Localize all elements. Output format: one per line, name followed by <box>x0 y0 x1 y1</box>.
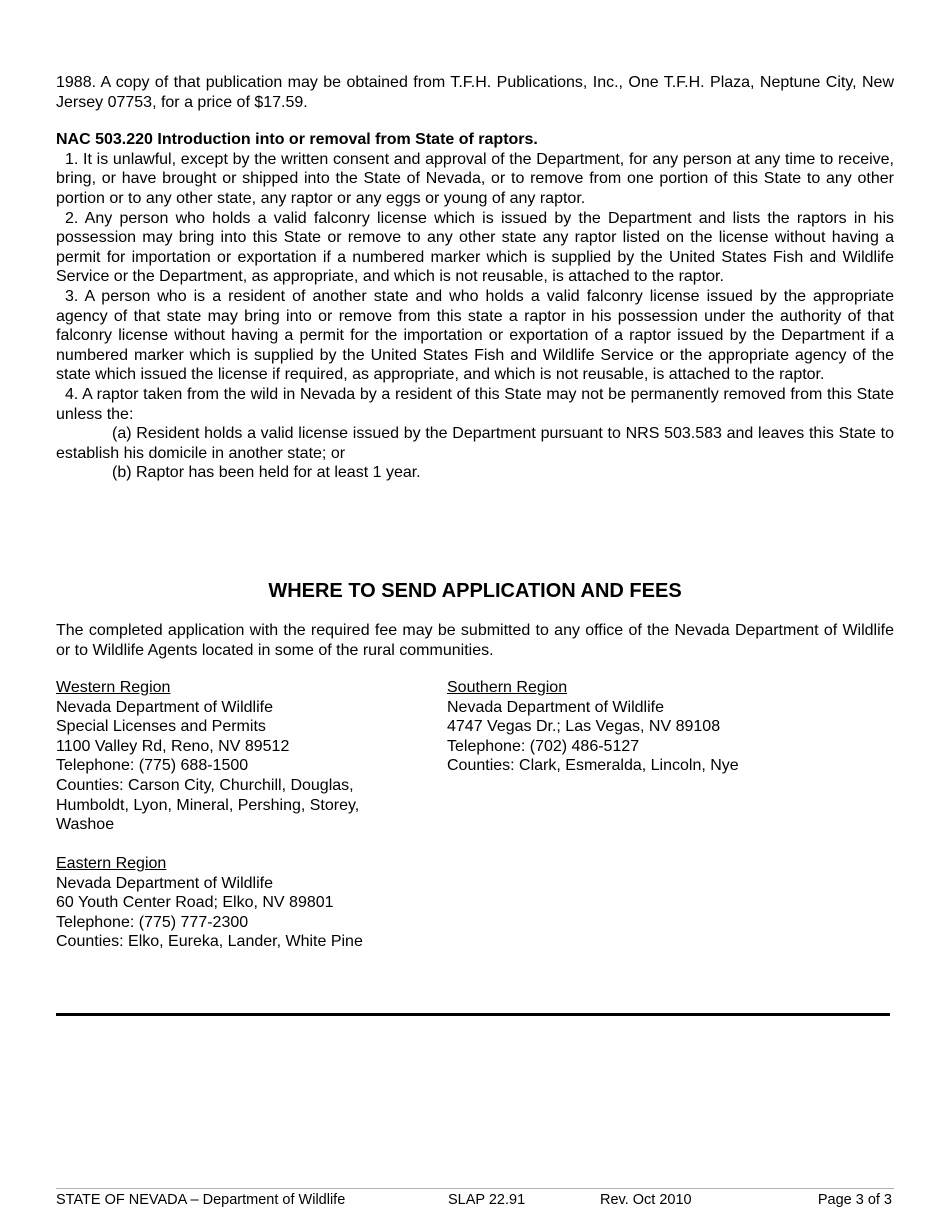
eastern-region-line: 60 Youth Center Road; Elko, NV 89801 <box>56 894 334 912</box>
eastern-region-phone: Telephone: (775) 777-2300 <box>56 913 249 931</box>
footer-form-number: SLAP 22.91 <box>448 1192 526 1208</box>
western-region-counties: Counties: Carson City, Churchill, Douglas, Humboldt, Lyon, Mineral, Pershing, Storey, Washoe <box>56 776 360 834</box>
southern-region-counties: Counties: Clark, Esmeralda, Lincoln, Nye <box>447 757 739 775</box>
footer-revision: Rev. Oct 2010 <box>600 1192 692 1208</box>
eastern-region-block <box>56 854 416 952</box>
eastern-region-name: Eastern Region <box>56 855 167 872</box>
eastern-region-counties: Counties: Elko, Eureka, Lander, White Pine <box>56 933 363 951</box>
western-region-line: 1100 Valley Rd, Reno, NV 89512 <box>56 737 290 755</box>
southern-region-line: Nevada Department of Wildlife <box>447 698 664 716</box>
send-heading: WHERE TO SEND APPLICATION AND FEES <box>268 580 682 602</box>
regulation-text <box>56 73 894 483</box>
send-instructions: The completed application with the required fee may be submitted to any office of the Nevada Department of Wildlife or to Wildlife Agents located in some of the rural communities. <box>56 622 894 659</box>
nac-item-3: 3. A person who is a resident of another state and who holds a valid falconry license issued by the appropriate agency of that state may bring into or remove from this state a raptor in his possession under the authority of that falconry license without having a permit for the importation or exportation of a raptor issued by the Department if a numbered marker which is supplied by the United States Fish and Wildlife Service or the appropriate agency of the state which issued the license if required, as appropriate, and which is not reusable, is attached to the raptor. <box>56 287 894 384</box>
western-region-line: Special Licenses and Permits <box>56 718 266 736</box>
western-region-line: Nevada Department of Wildlife <box>56 698 273 716</box>
nac-item-4: 4. A raptor taken from the wild in Nevada by a resident of this State may not be permanently removed from this State unless the: <box>56 385 894 423</box>
footer-agency: STATE OF NEVADA – Department of Wildlife <box>56 1192 346 1208</box>
western-region-name: Western Region <box>56 679 171 696</box>
footer-divider <box>56 1188 894 1189</box>
footer-page-number: Page 3 of 3 <box>817 1192 892 1208</box>
southern-region-phone: Telephone: (702) 486-5127 <box>447 737 640 755</box>
southern-region-block <box>447 678 887 776</box>
horizontal-divider <box>56 1013 890 1016</box>
southern-region-name: Southern Region <box>447 679 568 696</box>
western-region-block <box>56 678 396 835</box>
nac-sub-item-a: (a) Resident holds a valid license issued by the Department pursuant to NRS 503.583 and leaves this State to establish his domicile in another state; or <box>56 425 894 462</box>
nac-sub-item-b: (b) Raptor has been held for at least 1 year. <box>112 464 421 482</box>
eastern-region-line: Nevada Department of Wildlife <box>56 874 273 892</box>
southern-region-line: 4747 Vegas Dr.; Las Vegas, NV 89108 <box>447 718 721 736</box>
nac-title: NAC 503.220 Introduction into or removal from State of raptors. <box>56 131 538 149</box>
nac-item-1: 1. It is unlawful, except by the written consent and approval of the Department, for any person at any time to receive, bring, or have brought or shipped into the State of Nevada, or to remove from one portion of this State to any other portion or to any other state, any raptor or any eggs or young of any raptor. <box>56 150 894 207</box>
western-region-phone: Telephone: (775) 688-1500 <box>56 757 249 775</box>
nac-item-2: 2. Any person who holds a valid falconry license which is issued by the Department and lists the raptors in his possession may bring into this State or remove to any other state any raptor listed on the license without having a permit for importation or exportation if a numbered marker which is supplied by the United States Fish and Wildlife Service or the Department, as appropriate, and which is not reusable, is attached to the raptor. <box>56 209 894 286</box>
intro-paragraph: 1988. A copy of that publication may be obtained from T.F.H. Publications, Inc., One T.F.H. Plaza, Neptune City, New Jersey 07753, for a price of $17.59. <box>56 74 894 111</box>
